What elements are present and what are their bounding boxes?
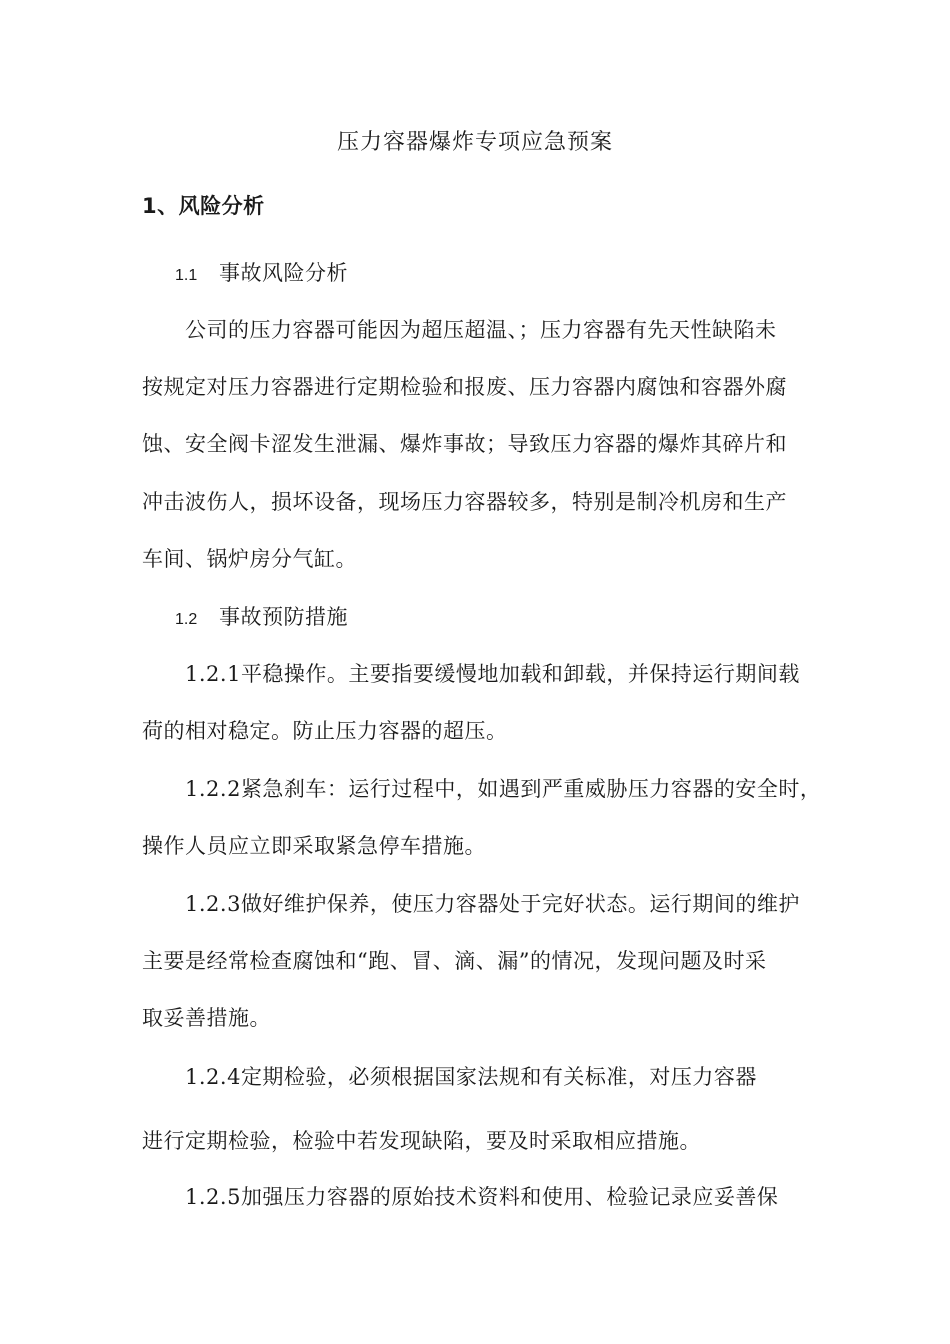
paragraph-line: 进行定期检验，检验中若发现缺陷，要及时采取相应措施。 (142, 1129, 701, 1153)
paragraph-line: 主要是经常检查腐蚀和“跑、冒、滴、漏”的情况，发现问题及时采 (142, 949, 767, 973)
document-title: 压力容器爆炸专项应急预案 (336, 130, 613, 155)
subsection-heading-1-1 (175, 259, 348, 290)
paragraph-line: 车间、锅炉房分气缸。 (142, 547, 357, 571)
section-heading-risk-analysis: 1、风险分析 (142, 194, 265, 218)
item-number: 1.2.2 (185, 777, 241, 801)
paragraph-line (185, 775, 821, 803)
subsection-number: 1.2 (175, 611, 198, 628)
subsection-number: 1.1 (175, 267, 198, 284)
paragraph-line: 操作人员应立即采取紧急停车措施。 (142, 834, 486, 858)
paragraph-line (185, 660, 800, 688)
subsection-heading-1-2 (175, 603, 348, 634)
subsection-title: 事故预防措施 (219, 605, 348, 629)
item-text: 紧急刹车：运行过程中，如遇到严重威胁压力容器的安全时， (240, 777, 822, 801)
paragraph-line: 蚀、安全阀卡涩发生泄漏、爆炸事故；导致压力容器的爆炸其碎片和 (142, 432, 787, 456)
paragraph-line: 取妥善措施。 (142, 1006, 271, 1030)
item-text: 平稳操作。主要指要缓慢地加载和卸载，并保持运行期间载 (240, 662, 800, 686)
item-number: 1.2.1 (185, 662, 241, 686)
item-number: 1.2.3 (185, 892, 241, 916)
item-text: 加强压力容器的原始技术资料和使用、检验记录应妥善保 (240, 1185, 779, 1209)
item-number: 1.2.4 (185, 1065, 241, 1089)
paragraph-line (185, 1183, 778, 1211)
paragraph-line: 公司的压力容器可能因为超压超温、；压力容器有先天性缺陷未 (185, 318, 777, 342)
paragraph-line (185, 890, 800, 918)
paragraph-line (185, 1063, 757, 1091)
item-text: 做好维护保养，使压力容器处于完好状态。运行期间的维护 (240, 892, 800, 916)
item-number: 1.2.5 (185, 1185, 241, 1209)
subsection-title: 事故风险分析 (219, 261, 348, 285)
paragraph-line: 按规定对压力容器进行定期检验和报废、压力容器内腐蚀和容器外腐 (142, 375, 787, 399)
paragraph-line: 冲击波伤人，损坏设备，现场压力容器较多，特别是制冷机房和生产 (142, 490, 787, 514)
paragraph-line: 荷的相对稳定。防止压力容器的超压。 (142, 719, 508, 743)
item-text: 定期检验，必须根据国家法规和有关标准，对压力容器 (240, 1065, 757, 1089)
